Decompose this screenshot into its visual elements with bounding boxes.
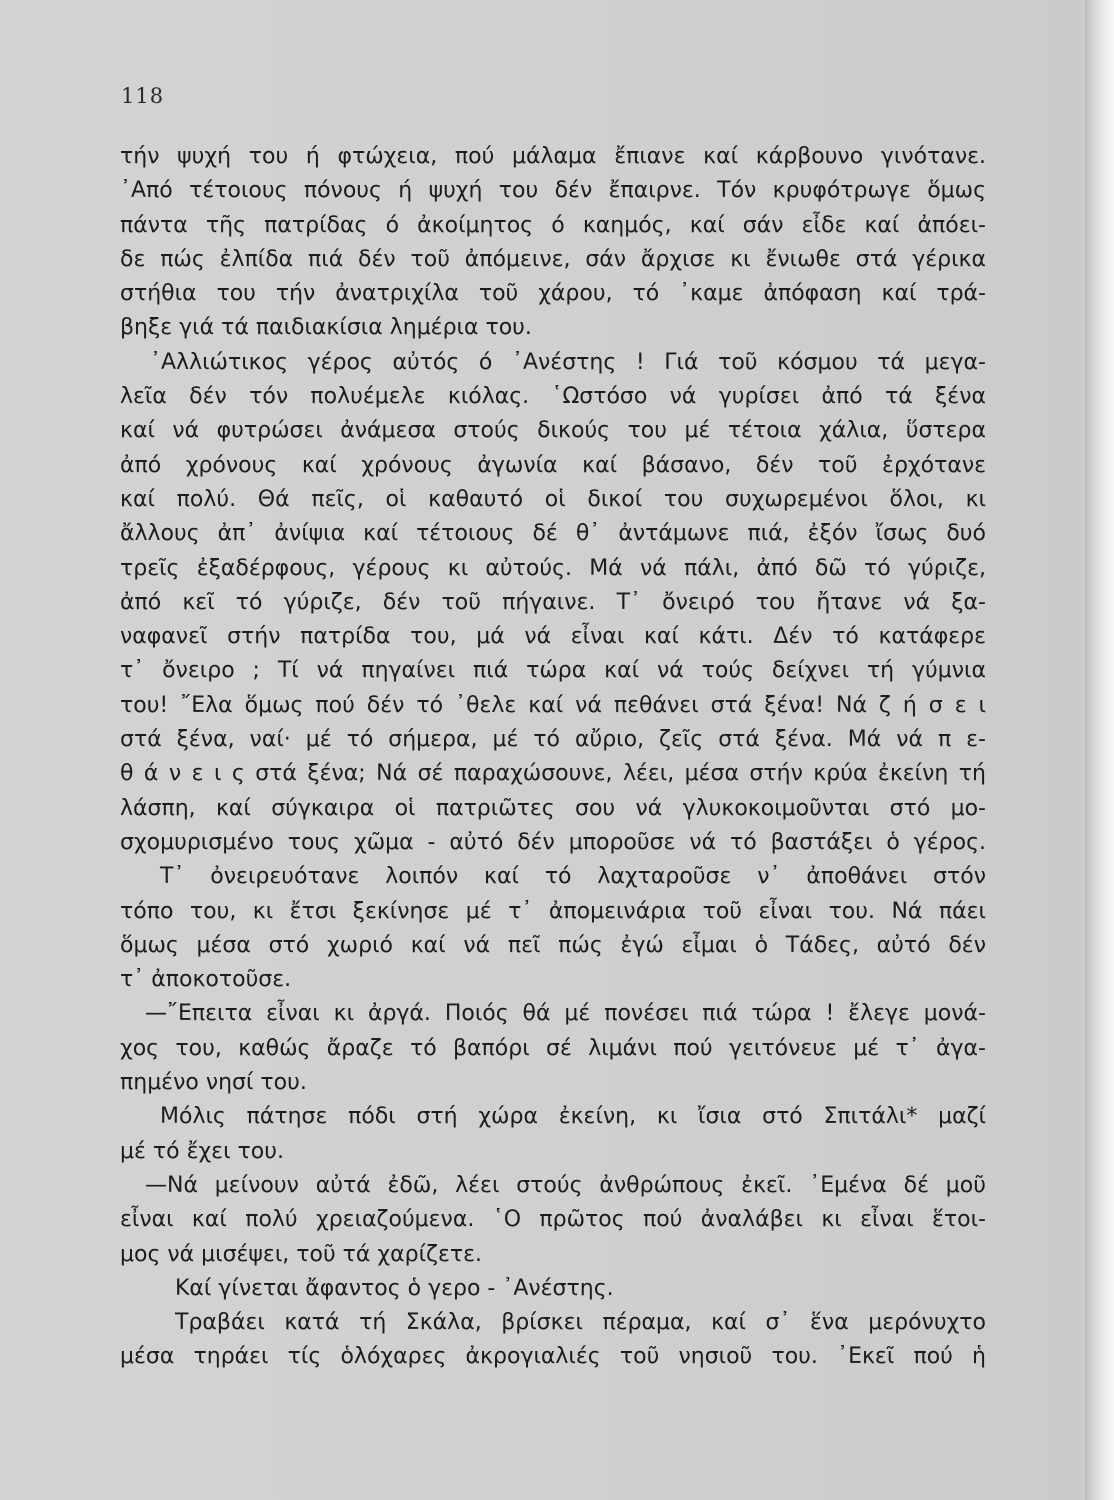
text-line: ἄλλους ἀπ᾿ ἀνίψια καί τέτοιους δέ θ᾿ ἀντάμωνε πιά, ἐξόν ἴσως δυό: [120, 521, 986, 547]
text-line: Καί γίνεται ἄφαντος ὁ γερο - ᾿Ανέστης.: [175, 1275, 614, 1301]
text-line: καί νά φυτρώσει ἀνάμεσα στούς δικούς του μέ τέτοια χάλια, ὕστερα: [120, 418, 986, 444]
text-line: μος νά μισέψει, τοῦ τά χαρίζετε.: [120, 1241, 483, 1267]
text-line: στήθια του τήν ἀνατριχίλα τοῦ χάρου, τό ᾿καμε ἀπόφαση καί τρά-: [120, 281, 986, 307]
text-line: τόπο του, κι ἔτσι ξεκίνησε μέ τ᾿ ἀπομεινάρια τοῦ εἶναι του. Νά πάει: [120, 898, 986, 924]
text-line: —Νά μείνουν αὐτά ἐδῶ, λέει στούς ἀνθρώπους ἐκεῖ. ᾿Εμένα δέ μοῦ: [145, 1172, 986, 1198]
text-line: λεῖα δέν τόν πολυέμελε κιόλας. ῾Ωστόσο νά γυρίσει ἀπό τά ξένα: [120, 384, 986, 410]
text-line: σχομυρισμένο τους χῶμα - αὐτό δέν μποροῦσε νά τό βαστάξει ὁ γέρος.: [120, 829, 986, 855]
text-line: Μόλις πάτησε πόδι στή χώρα ἐκείνη, κι ἴσια στό Σπιτάλι* μαζί: [160, 1104, 986, 1130]
text-line: ἀπό κεῖ τό γύριζε, δέν τοῦ πήγαινε. Τ᾿ ὄνειρό του ἤτανε νά ξα-: [120, 589, 986, 615]
text-line: ᾿Από τέτοιους πόνους ή ψυχή του δέν ἔπαιρνε. Τόν κρυφότρωγε ὅμως: [120, 178, 986, 204]
text-line: τήν ψυχή του ή φτώχεια, πού μάλαμα ἔπιανε καί κάρβουνο γινότανε.: [120, 144, 986, 169]
text-line: τ᾿ ὄνειρο ; Τί νά πηγαίνει πιά τώρα καί νά τούς δείχνει τή γύμνια: [120, 658, 986, 684]
text-line: στά ξένα, ναί· μέ τό σήμερα, μέ τό αὔριο, ζεῖς στά ξένα. Μά νά π ε-: [120, 727, 986, 753]
text-line: τ᾿ ἀποκοτοῦσε.: [120, 967, 292, 993]
text-line: του! ῎Ελα ὅμως πού δέν τό ᾿θελε καί νά πεθάνει στά ξένα! Νά ζ ή σ ε ι: [120, 692, 986, 718]
text-line: Τ᾿ ὀνειρευότανε λοιπόν καί τό λαχταροῦσε ν᾿ ἀποθάνει στόν: [160, 864, 986, 890]
text-line: μέσα τηράει τίς ὁλόχαρες ἀκρογιαλιές τοῦ νησιοῦ του. ᾿Εκεῖ πού ἡ: [120, 1344, 986, 1370]
text-line: ναφανεῖ στήν πατρίδα του, μά νά εἶναι καί κάτι. Δέν τό κατάφερε: [120, 624, 986, 650]
text-line: δε πώς ἐλπίδα πιά δέν τοῦ ἀπόμεινε, σάν ἄρχισε κι ἔνιωθε στά γέρικα: [120, 246, 986, 272]
text-line: ᾿Αλλιώτικος γέρος αὐτός ό ᾿Ανέστης ! Γιά τοῦ κόσμου τά μεγα-: [150, 349, 986, 375]
text-line: χος του, καθώς ἄραζε τό βαπόρι σέ λιμάνι πού γειτόνευε μέ τ᾿ ἀγα-: [120, 1035, 986, 1061]
text-line: εἶναι καί πολύ χρειαζούμενα. ῾Ο πρῶτος πού ἀναλάβει κι εἶναι ἕτοι-: [120, 1207, 986, 1233]
text-line: πημένο νησί του.: [120, 1070, 307, 1096]
page-number: 118: [121, 84, 165, 108]
text-line: —῎Επειτα εἶναι κι ἀργά. Ποιός θά μέ πονέσει πιά τώρα ! ἔλεγε μονά-: [145, 1001, 986, 1027]
text-line: τρεῖς ἐξαδέρφους, γέρους κι αὐτούς. Μά νά πάλι, ἀπό δῶ τό γύριζε,: [120, 555, 986, 581]
text-line: ὅμως μέσα στό χωριό καί νά πεῖ πώς ἐγώ εἶμαι ὁ Τάδες, αὐτό δέν: [120, 932, 986, 958]
body-text: [120, 140, 986, 1375]
text-line: βηξε γιά τά παιδιακίσια λημέρια του.: [120, 315, 532, 341]
text-line: πάντα τῆς πατρίδας ό ἀκοίμητος ό καημός, καί σάν εἶδε καί ἀπόει-: [120, 212, 986, 238]
text-line: θ ά ν ε ι ς στά ξένα; Νά σέ παραχώσουνε, λέει, μέσα στήν κρύα ἐκείνη τή: [120, 761, 986, 787]
text-line: ἀπό χρόνους καί χρόνους ἀγωνία καί βάσανο, δέν τοῦ ἐρχότανε: [120, 452, 986, 478]
text-line: λάσπη, καί σύγκαιρα οἱ πατριῶτες σου νά γλυκοκοιμοῦνται στό μο-: [120, 795, 986, 821]
text-line: καί πολύ. Θά πεῖς, οἱ καθαυτό οἱ δικοί του συχωρεμένοι ὅλοι, κι: [120, 486, 986, 512]
text-line: Τραβάει κατά τή Σκάλα, βρίσκει πέραμα, καί σ᾿ ἕνα μερόνυχτο: [175, 1310, 986, 1336]
page-edge: [1085, 0, 1114, 1500]
text-line: μέ τό ἔχει του.: [120, 1138, 284, 1164]
